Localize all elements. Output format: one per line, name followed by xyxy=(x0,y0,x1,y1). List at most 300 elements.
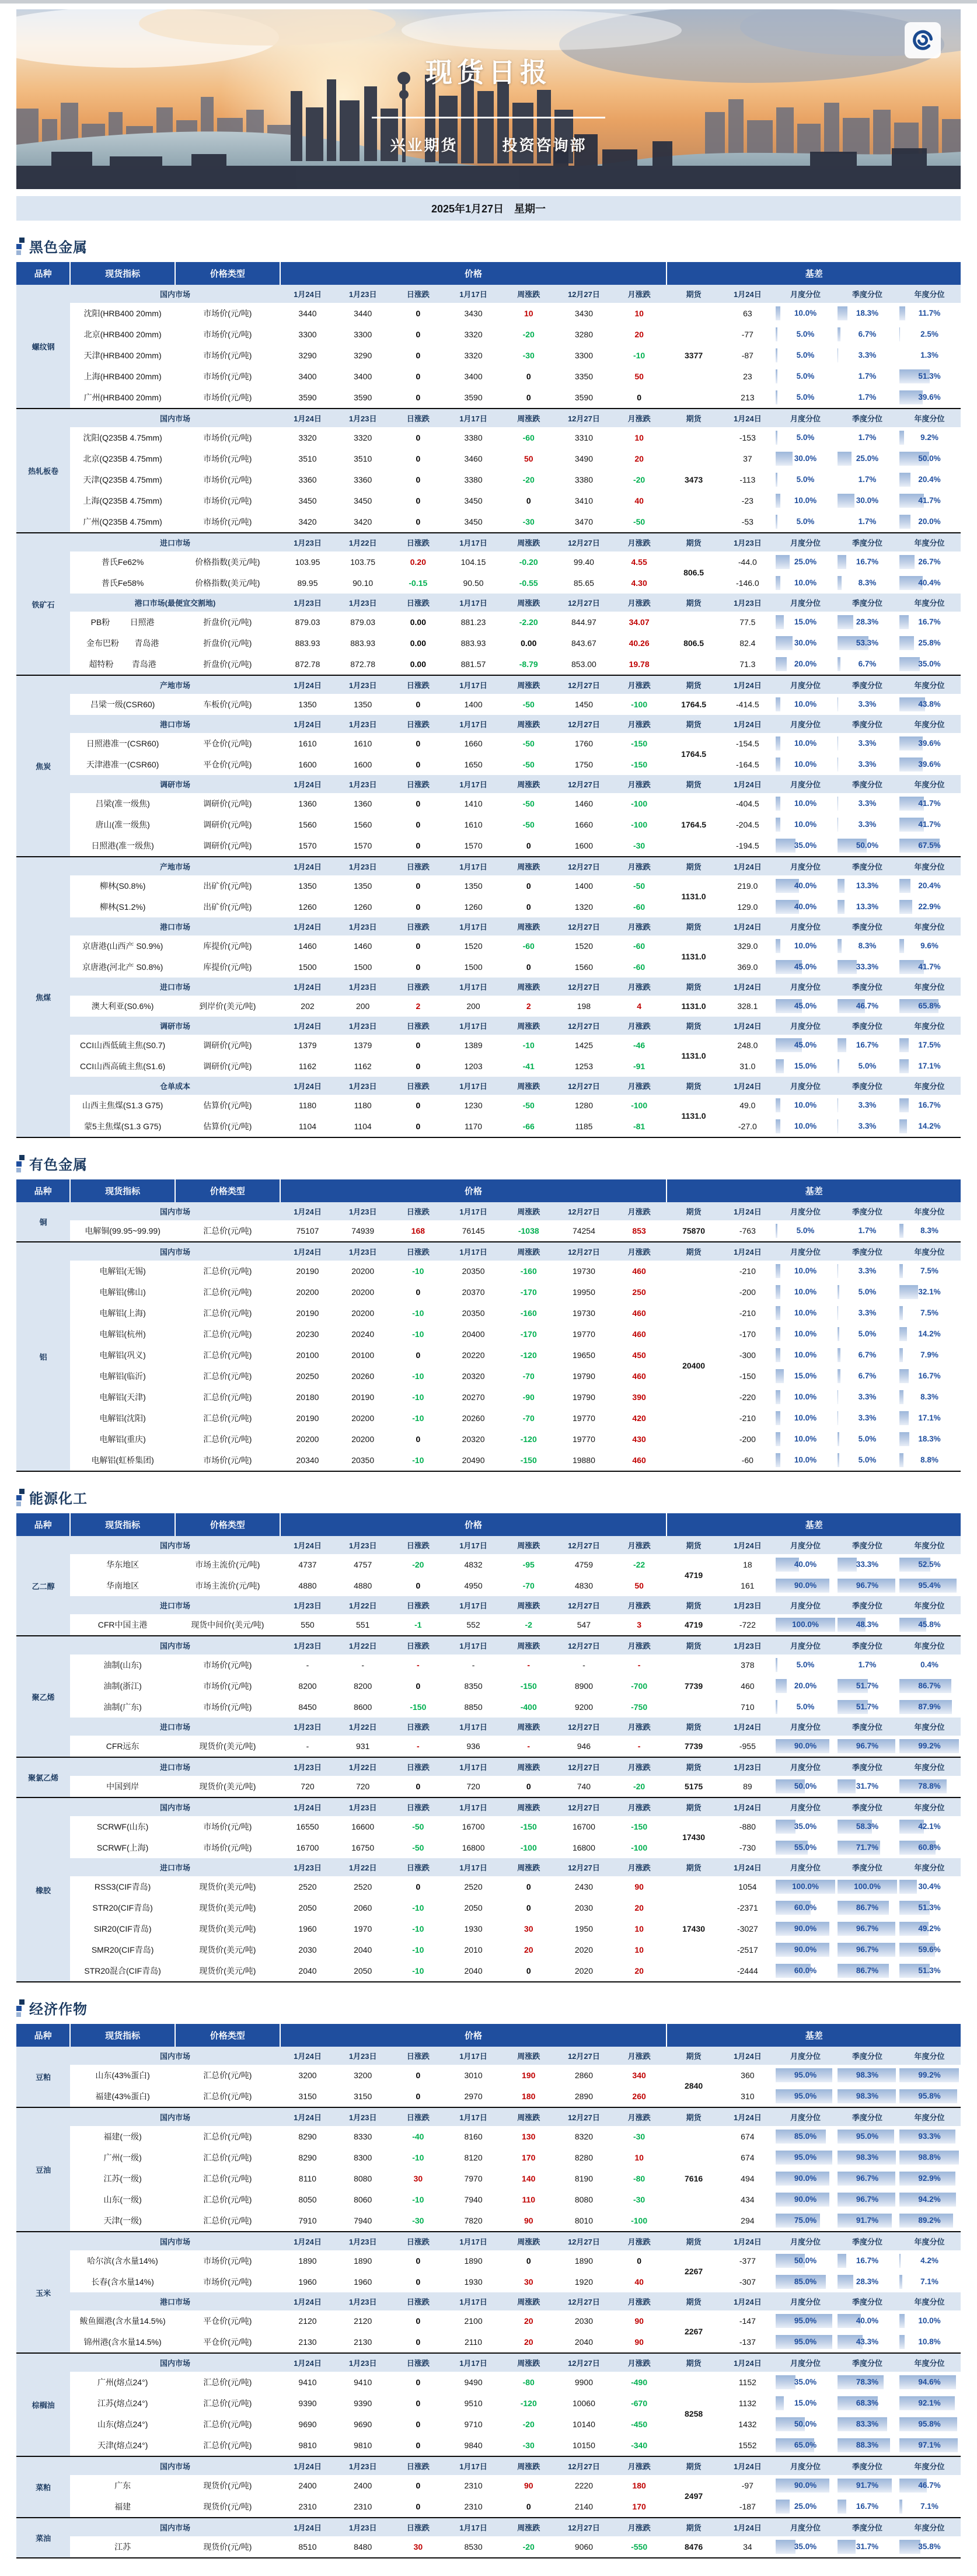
table-row xyxy=(16,1837,961,1858)
column-date-label: 1月17日 xyxy=(446,857,501,875)
column-date-label: 月涨跌 xyxy=(612,1202,667,1220)
price-cell: 3320 xyxy=(280,427,336,448)
column-date-label: 周涨跌 xyxy=(501,775,556,793)
price-cell: 881.23 xyxy=(446,612,501,633)
group-header-row xyxy=(16,594,961,612)
price-cell: 3420 xyxy=(280,511,336,533)
price-cell: 2890 xyxy=(556,2086,612,2107)
change-cell: 0 xyxy=(390,694,446,715)
column-date-label: 1月23日 xyxy=(721,1596,774,1614)
percentile-cell xyxy=(836,1116,898,1137)
col-head-indicator: 现货指标 xyxy=(70,1513,175,1536)
percentile-wrap xyxy=(837,2417,898,2431)
column-date-label: 期货 xyxy=(667,1636,720,1654)
percentile-wrap xyxy=(837,1579,898,1593)
price-cell: 1890 xyxy=(280,2250,336,2271)
price-cell: 19950 xyxy=(556,1282,612,1303)
price-cell: 3280 xyxy=(556,324,612,345)
basis-cell: -164.5 xyxy=(721,754,774,775)
basis-cell: -150 xyxy=(721,1366,774,1387)
col-head-price-type: 价格类型 xyxy=(175,262,280,285)
percentile-cell xyxy=(774,793,836,814)
change-cell: 0 xyxy=(501,2250,556,2271)
percentile-value: 35.0% xyxy=(794,2378,817,2386)
price-cell: 1600 xyxy=(556,835,612,857)
table-header xyxy=(16,2024,961,2047)
indicator-cell: 山东(一级) xyxy=(70,2189,175,2210)
percentile-value: 8.3% xyxy=(920,1226,938,1235)
column-date-label: 日涨跌 xyxy=(390,715,446,733)
percentile-value: 50.0% xyxy=(794,2420,817,2428)
market-group-label: 国内市场 xyxy=(70,1797,280,1816)
column-date-label: 期货 xyxy=(667,409,720,427)
change-cell: 0 xyxy=(501,957,556,978)
percentile-value: 39.6% xyxy=(918,393,941,402)
percentile-cell xyxy=(898,2147,961,2168)
percentile-wrap xyxy=(775,797,836,811)
column-date-label: 周涨跌 xyxy=(501,857,556,875)
basis-cell: 1054 xyxy=(721,1876,774,1897)
indicator-cell: 唐山(准一级焦) xyxy=(70,814,175,835)
column-date-label: 季度分位 xyxy=(836,285,898,303)
percentile-wrap xyxy=(775,1779,836,1793)
price-cell: 3300 xyxy=(556,345,612,366)
column-date-label: 月涨跌 xyxy=(612,2107,667,2126)
change-cell: 30 xyxy=(390,2168,446,2189)
market-group-label: 进口市场 xyxy=(70,978,280,996)
price-type-cell: 现货价(美元/吨) xyxy=(175,1939,280,1960)
price-type-cell: 现货价(元/吨) xyxy=(175,2475,280,2496)
table-row xyxy=(16,1303,961,1324)
column-date-label: 1月24日 xyxy=(280,2456,336,2475)
column-date-label: 月度分位 xyxy=(774,917,836,936)
price-type-cell: 汇总价(元/吨) xyxy=(175,2065,280,2086)
section-title xyxy=(16,236,961,256)
price-cell: 3450 xyxy=(446,490,501,511)
basis-cell: 129.0 xyxy=(721,896,774,917)
percentile-value: 45.0% xyxy=(794,1001,817,1010)
percentile-value: 59.6% xyxy=(918,1945,941,1954)
table-row xyxy=(16,1654,961,1676)
percentile-cell xyxy=(898,2393,961,2414)
basis-cell: -210 xyxy=(721,1303,774,1324)
percentile-cell xyxy=(774,835,836,857)
column-date-label: 期货 xyxy=(667,978,720,996)
column-date-label: 周涨跌 xyxy=(501,1242,556,1261)
percentile-cell xyxy=(774,2189,836,2210)
price-cell: 19770 xyxy=(556,1324,612,1345)
price-type-cell: 汇总价(元/吨) xyxy=(175,1366,280,1387)
price-cell: 8530 xyxy=(446,2536,501,2558)
table-row xyxy=(16,2372,961,2393)
column-date-label: 1月17日 xyxy=(446,775,501,793)
price-cell: 1570 xyxy=(280,835,336,857)
price-cell: 1260 xyxy=(335,896,390,917)
change-cell: 0.00 xyxy=(390,633,446,654)
change-cell: -50 xyxy=(612,511,667,533)
price-cell: 16700 xyxy=(446,1816,501,1837)
indicator-cell: 日照港(准一级焦) xyxy=(70,835,175,857)
column-date-label: 1月24日 xyxy=(721,2518,774,2536)
change-cell: -50 xyxy=(390,1816,446,1837)
change-cell: 460 xyxy=(612,1366,667,1387)
variety-name: 玉米 xyxy=(16,2232,70,2353)
table-row xyxy=(16,2271,961,2292)
price-cell: 1253 xyxy=(556,1056,612,1077)
percentile-value: 52.5% xyxy=(918,1560,941,1569)
group-header-row xyxy=(16,2047,961,2065)
price-cell: 8080 xyxy=(556,2189,612,2210)
basis-cell: -763 xyxy=(721,1220,774,1242)
column-date-label: 日涨跌 xyxy=(390,1242,446,1261)
price-cell: 872.78 xyxy=(280,654,336,675)
basis-cell: 328.1 xyxy=(721,996,774,1017)
percentile-wrap xyxy=(775,1820,836,1834)
percentile-wrap xyxy=(775,2479,836,2493)
change-cell: -10 xyxy=(390,1918,446,1939)
column-date-label: 周涨跌 xyxy=(501,1077,556,1095)
change-cell: 20 xyxy=(612,324,667,345)
percentile-cell xyxy=(836,573,898,594)
percentile-cell xyxy=(898,2372,961,2393)
column-date-label: 期货 xyxy=(667,1757,720,1776)
change-cell: -10 xyxy=(501,1035,556,1056)
percentile-value: 65.8% xyxy=(918,1001,941,1010)
column-date-label: 1月23日 xyxy=(335,978,390,996)
percentile-value: 2.5% xyxy=(920,330,938,338)
column-date-label: 1月24日 xyxy=(721,715,774,733)
basis-cell: 34 xyxy=(721,2536,774,2558)
column-date-label: 1月24日 xyxy=(721,775,774,793)
price-cell: 19730 xyxy=(556,1303,612,1324)
percentile-wrap xyxy=(775,515,836,529)
percentile-value: 35.0% xyxy=(794,1822,817,1831)
percentile-cell xyxy=(898,448,961,469)
column-date-label: 年度分位 xyxy=(898,2518,961,2536)
price-cell: 74939 xyxy=(335,1220,390,1242)
column-date-label: 期货 xyxy=(667,2292,720,2310)
column-date-label: 12月27日 xyxy=(556,409,612,427)
percentile-value: 10.0% xyxy=(794,309,817,317)
price-type-cell: 市场价(元/吨) xyxy=(175,427,280,448)
column-date-label: 1月23日 xyxy=(280,594,336,612)
futures-price: 1764.5 xyxy=(667,793,720,857)
price-cell: 3150 xyxy=(335,2086,390,2107)
percentile-value: 10.0% xyxy=(794,700,817,708)
percentile-cell xyxy=(898,490,961,511)
basis-cell: 213 xyxy=(721,387,774,409)
basis-cell: 1432 xyxy=(721,2414,774,2435)
change-cell: -160 xyxy=(501,1303,556,1324)
table-row xyxy=(16,1408,961,1429)
change-cell: -50 xyxy=(501,733,556,754)
percentile-value: 5.0% xyxy=(796,1660,815,1669)
column-date-label: 1月24日 xyxy=(721,1202,774,1220)
col-head-indicator: 现货指标 xyxy=(70,2024,175,2047)
price-cell: 2040 xyxy=(556,2331,612,2353)
percentile-cell xyxy=(774,1408,836,1429)
percentile-value: 41.7% xyxy=(918,799,941,808)
price-cell: 20100 xyxy=(335,1345,390,1366)
futures-price: 8258 xyxy=(667,2372,720,2456)
header-row xyxy=(16,1513,961,1536)
column-date-label: 12月27日 xyxy=(556,1242,612,1261)
indicator-cell: 江苏 xyxy=(70,2536,175,2558)
indicator-cell: CCI山西低硫主焦(S0.7) xyxy=(70,1035,175,1056)
percentile-value: 50.0% xyxy=(794,2256,817,2265)
percentile-value: 1.7% xyxy=(858,372,877,381)
percentile-value: 10.0% xyxy=(794,1455,817,1464)
price-cell: 1180 xyxy=(280,1095,336,1116)
percentile-cell xyxy=(836,875,898,896)
percentile-wrap xyxy=(899,576,960,590)
percentile-wrap xyxy=(899,1579,960,1593)
price-cell: 16800 xyxy=(446,1837,501,1858)
price-cell: 3510 xyxy=(335,448,390,469)
percentile-value: 10.0% xyxy=(794,1413,817,1422)
change-cell: 460 xyxy=(612,1450,667,1471)
percentile-cell xyxy=(836,1095,898,1116)
basis-cell: -2444 xyxy=(721,1960,774,1982)
change-cell: 0 xyxy=(390,1676,446,1697)
percentile-wrap xyxy=(775,1224,836,1238)
price-cell: 2520 xyxy=(280,1876,336,1897)
price-cell: 2050 xyxy=(280,1897,336,1918)
price-type-cell: 平仓价(元/吨) xyxy=(175,754,280,775)
header-row xyxy=(16,262,961,285)
percentile-wrap xyxy=(837,2214,898,2228)
percentile-value: 30.0% xyxy=(794,638,817,647)
percentile-cell xyxy=(836,2310,898,2331)
change-cell: -30 xyxy=(612,2189,667,2210)
table-row xyxy=(16,733,961,754)
price-cell: 8280 xyxy=(556,2147,612,2168)
percentile-wrap xyxy=(837,369,898,383)
percentile-wrap xyxy=(837,2068,898,2082)
percentile-cell xyxy=(898,345,961,366)
percentile-wrap xyxy=(775,2254,836,2268)
percentile-cell xyxy=(836,1303,898,1324)
column-date-label: 期货 xyxy=(667,533,720,551)
change-cell: - xyxy=(390,1736,446,1757)
percentile-wrap xyxy=(899,999,960,1013)
percentile-wrap xyxy=(837,473,898,487)
change-cell: 250 xyxy=(612,1282,667,1303)
price-cell: 4757 xyxy=(335,1554,390,1575)
percentile-value: 3.3% xyxy=(858,1392,877,1401)
indicator-port: 青岛港 xyxy=(131,659,156,669)
column-date-label: 周涨跌 xyxy=(501,1636,556,1654)
change-cell: -10 xyxy=(390,1408,446,1429)
price-cell: 1650 xyxy=(446,754,501,775)
percentile-cell xyxy=(774,1918,836,1939)
basis-cell: -404.5 xyxy=(721,793,774,814)
percentile-wrap xyxy=(775,939,836,953)
column-date-label: 季度分位 xyxy=(836,2456,898,2475)
percentile-wrap xyxy=(899,1618,960,1632)
column-date-label: 月涨跌 xyxy=(612,2292,667,2310)
basis-cell: -53 xyxy=(721,511,774,533)
percentile-value: 3.3% xyxy=(858,700,877,708)
percentile-value: 60.8% xyxy=(918,1843,941,1852)
change-cell: -10 xyxy=(390,1897,446,1918)
percentile-cell xyxy=(898,2086,961,2107)
futures-price: 1131.0 xyxy=(667,1095,720,1137)
indicator-cell: 油制(广东) xyxy=(70,1697,175,1718)
group-header-row xyxy=(16,1636,961,1654)
price-cell: 200 xyxy=(446,996,501,1017)
percentile-wrap xyxy=(899,758,960,772)
price-type-cell: 汇总价(元/吨) xyxy=(175,1429,280,1450)
price-cell: 7940 xyxy=(446,2189,501,2210)
table-row xyxy=(16,1939,961,1960)
percentile-cell xyxy=(774,2331,836,2353)
change-cell: -150 xyxy=(612,1816,667,1837)
column-date-label: 1月23日 xyxy=(280,1718,336,1736)
percentile-cell xyxy=(898,1429,961,1450)
percentile-cell xyxy=(898,1736,961,1757)
change-cell: 90 xyxy=(501,2475,556,2496)
column-date-label: 1月24日 xyxy=(280,1536,336,1554)
percentile-cell xyxy=(898,814,961,835)
percentile-wrap xyxy=(899,1964,960,1978)
percentile-cell xyxy=(774,2210,836,2232)
percentile-cell xyxy=(836,551,898,573)
indicator-cell: 京唐港(河北产 S0.8%) xyxy=(70,957,175,978)
column-date-label: 月度分位 xyxy=(774,409,836,427)
price-cell: 2050 xyxy=(335,1960,390,1982)
percentile-cell xyxy=(774,1220,836,1242)
change-cell: 140 xyxy=(501,2168,556,2189)
percentile-wrap xyxy=(775,390,836,404)
column-date-label: 1月23日 xyxy=(335,917,390,936)
table-row xyxy=(16,2435,961,2456)
column-date-label: 周涨跌 xyxy=(501,675,556,694)
column-date-label: 1月23日 xyxy=(335,775,390,793)
column-date-label: 1月22日 xyxy=(335,1757,390,1776)
percentile-cell xyxy=(774,511,836,533)
column-date-label: 12月27日 xyxy=(556,1596,612,1614)
column-date-label: 1月23日 xyxy=(280,1858,336,1876)
price-cell: 2310 xyxy=(280,2496,336,2518)
basis-cell: -730 xyxy=(721,1837,774,1858)
banner-text-block xyxy=(16,9,961,189)
percentile-wrap xyxy=(899,2214,960,2228)
percentile-cell xyxy=(774,387,836,409)
column-date-label: 期货 xyxy=(667,1718,720,1736)
change-cell: 0 xyxy=(390,2086,446,2107)
percentile-value: 16.7% xyxy=(918,617,941,626)
change-cell: 0 xyxy=(390,733,446,754)
column-date-label: 年度分位 xyxy=(898,917,961,936)
change-cell: 2 xyxy=(390,996,446,1017)
percentile-cell xyxy=(898,2496,961,2518)
col-head-variety: 品种 xyxy=(16,262,70,285)
change-cell: 460 xyxy=(612,1324,667,1345)
percentile-wrap xyxy=(837,1880,898,1894)
price-type-cell: 价格指数(美元/吨) xyxy=(175,551,280,573)
basis-cell: 294 xyxy=(721,2210,774,2232)
price-cell: 2110 xyxy=(446,2331,501,2353)
percentile-cell xyxy=(836,1876,898,1897)
price-cell: 931 xyxy=(335,1736,390,1757)
percentile-value: 10.0% xyxy=(794,1122,817,1130)
price-cell: 8290 xyxy=(280,2126,336,2147)
percentile-wrap xyxy=(775,1327,836,1341)
percentile-cell xyxy=(836,633,898,654)
percentile-wrap xyxy=(775,327,836,341)
market-group-label: 国内市场 xyxy=(70,2518,280,2536)
variety-name: 菜油 xyxy=(16,2518,70,2558)
header-row xyxy=(16,2024,961,2047)
percentile-wrap xyxy=(775,999,836,1013)
column-date-label: 周涨跌 xyxy=(501,2353,556,2372)
change-cell: -1038 xyxy=(501,1220,556,1242)
price-cell: 844.97 xyxy=(556,612,612,633)
percentile-cell xyxy=(774,1676,836,1697)
price-cell: 3430 xyxy=(446,303,501,324)
price-cell: 9710 xyxy=(446,2414,501,2435)
price-cell: 1570 xyxy=(446,835,501,857)
price-cell: 3590 xyxy=(335,387,390,409)
percentile-value: 98.3% xyxy=(856,2153,879,2162)
column-date-label: 期货 xyxy=(667,1797,720,1816)
price-type-cell: 平仓价(元/吨) xyxy=(175,2310,280,2331)
indicator-cell: 广州(Q235B 4.75mm) xyxy=(70,511,175,533)
percentile-wrap xyxy=(899,1119,960,1133)
basis-cell: -722 xyxy=(721,1614,774,1636)
change-cell: -30 xyxy=(612,835,667,857)
change-cell: -20 xyxy=(612,1776,667,1797)
column-date-label: 日涨跌 xyxy=(390,978,446,996)
price-type-cell: 市场价(元/吨) xyxy=(175,448,280,469)
percentile-cell xyxy=(774,896,836,917)
change-cell: 20 xyxy=(612,1897,667,1918)
column-date-label: 月涨跌 xyxy=(612,1757,667,1776)
table-row xyxy=(16,387,961,409)
percentile-wrap xyxy=(899,390,960,404)
price-type-cell: 汇总价(元/吨) xyxy=(175,1387,280,1408)
price-cell: 20200 xyxy=(335,1408,390,1429)
price-type-cell: 汇总价(元/吨) xyxy=(175,2414,280,2435)
basis-cell: -44.0 xyxy=(721,551,774,573)
basis-cell: 1552 xyxy=(721,2435,774,2456)
column-date-label: 1月23日 xyxy=(721,533,774,551)
percentile-value: 10.8% xyxy=(918,2337,941,2346)
percentile-wrap xyxy=(899,2500,960,2514)
change-cell: -20 xyxy=(501,324,556,345)
indicator-cell: SCRWF(上海) xyxy=(70,1837,175,1858)
percentile-cell xyxy=(898,2414,961,2435)
price-cell: 3290 xyxy=(335,345,390,366)
column-date-label: 1月17日 xyxy=(446,1202,501,1220)
price-cell: 1610 xyxy=(446,814,501,835)
percentile-value: 13.3% xyxy=(856,902,879,911)
change-cell: - xyxy=(501,1736,556,1757)
column-date-label: 月涨跌 xyxy=(612,533,667,551)
percentile-wrap xyxy=(837,1059,898,1073)
change-cell: 0 xyxy=(390,896,446,917)
percentile-wrap xyxy=(899,615,960,629)
change-cell: 0 xyxy=(390,303,446,324)
column-date-label: 1月24日 xyxy=(721,978,774,996)
column-date-label: 1月17日 xyxy=(446,1536,501,1554)
change-cell: -150 xyxy=(612,754,667,775)
price-type-cell: 现货价(美元/吨) xyxy=(175,1897,280,1918)
percentile-value: 46.7% xyxy=(918,2481,941,2490)
percentile-cell xyxy=(898,2271,961,2292)
col-head-basis-group: 基差 xyxy=(667,2024,961,2047)
